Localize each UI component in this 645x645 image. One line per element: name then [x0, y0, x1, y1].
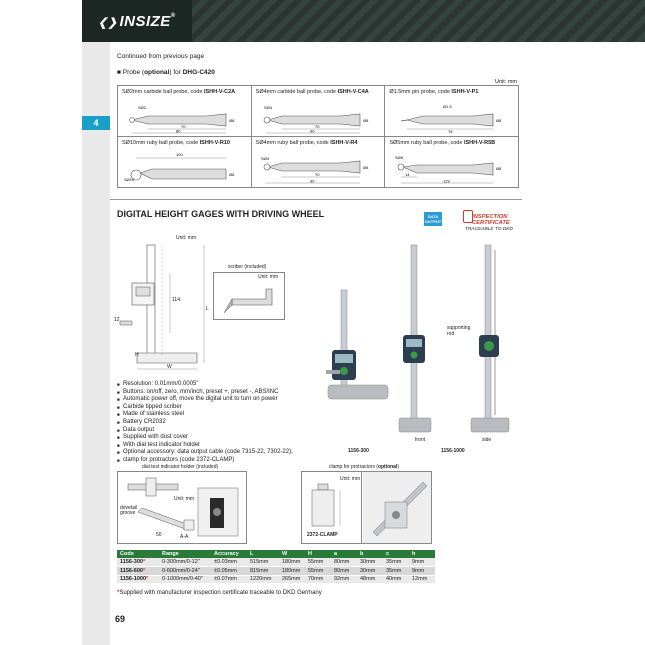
- probe-row-1: [118, 86, 519, 137]
- cell: 40mm: [383, 575, 409, 584]
- probe-intro-optional: optional: [144, 69, 170, 76]
- model-300-label: 1156-300: [348, 448, 369, 454]
- feature-item-continued: ■ clamp for protractors (code 2372-CLAMP): [117, 457, 327, 465]
- cell: 180mm: [279, 558, 305, 567]
- dim-text: 100: [176, 152, 183, 157]
- cert-line-3: TRACEABLE TO DKD: [465, 227, 513, 232]
- probe-drawing: [260, 149, 380, 185]
- probe-code: ISHH-V-R4: [330, 140, 358, 146]
- scriber-unit: Unit: mm: [258, 274, 278, 280]
- inspection-certificate-badge: [463, 210, 523, 236]
- probe-caption: [389, 89, 478, 95]
- dial-holder-box: [117, 471, 247, 544]
- probe-code: ISHH-V-P1: [451, 89, 479, 95]
- logo-registered-mark: ®: [170, 13, 176, 19]
- cell: 1220mm: [247, 575, 279, 584]
- footnote-star: *: [117, 590, 120, 596]
- dim-text: SØ4: [263, 105, 272, 110]
- dim-text: Ø8: [362, 118, 369, 123]
- code-text: 1156-1000: [120, 576, 146, 583]
- footnote-text: Supplied with manufacturer inspection certificate traceable to DKD Germany: [119, 590, 322, 596]
- clamp-drawing-panel: [302, 472, 362, 543]
- feature-item: ■ Optional accessory: data output cable (code 7315-22, 7302-22),: [117, 449, 327, 457]
- dim-l: L: [206, 306, 209, 312]
- cell: 80mm: [331, 567, 357, 576]
- cell: ±0.05mm: [211, 567, 247, 576]
- probe-code: ISHH-V-C2A: [203, 89, 236, 95]
- dovetail-label: dovetail groove: [120, 505, 138, 516]
- dim-text: 70: [314, 172, 320, 177]
- col-l: L: [247, 550, 279, 558]
- dim-text: Ø8: [229, 172, 235, 177]
- cell: 815mm: [247, 567, 279, 576]
- section-divider: [110, 199, 522, 200]
- dim-text: SØ2: [138, 105, 147, 110]
- star-mark: *: [142, 559, 146, 565]
- probe-desc: SØ4mm carbide ball probe, code: [255, 89, 338, 95]
- feature-item: ■ Resolution: 0.01mm/0.0005": [117, 381, 327, 389]
- probe-code: ISHH-V-R10: [199, 140, 230, 146]
- dim-text: 129: [443, 178, 451, 184]
- cell: 515mm: [247, 558, 279, 567]
- cell: 0-300mm/0-12": [159, 558, 211, 567]
- clamp-label: [329, 464, 399, 470]
- cell: 265mm: [279, 575, 305, 584]
- probe-drawing: [126, 149, 246, 185]
- logo-text: INSIZE: [119, 13, 171, 30]
- probe-caption: [122, 140, 230, 146]
- probe-cell: [252, 86, 386, 137]
- scriber-box: [213, 272, 285, 320]
- probe-table: [117, 85, 519, 188]
- feature-list: [117, 381, 327, 465]
- cell: 92mm: [331, 575, 357, 584]
- clamp-code: 2372-CLAMP: [307, 532, 338, 538]
- col-b: b: [357, 550, 383, 558]
- continued-text: Continued from previous page: [117, 53, 205, 60]
- col-a: a: [331, 550, 357, 558]
- dim-text: Ø8: [362, 165, 369, 170]
- drawing-unit: Unit: mm: [176, 235, 196, 241]
- probe-intro: ■ Probe (optional) for DHG-C420: [117, 69, 215, 76]
- cell: 30mm: [357, 558, 383, 567]
- probe-desc: SØ5mm ruby ball probe, code: [389, 140, 464, 146]
- cell-code: [117, 558, 159, 567]
- footnote: [117, 590, 322, 596]
- probe-cell: [118, 86, 252, 137]
- probe-cell: [385, 86, 519, 137]
- cell: 55mm: [305, 558, 331, 567]
- probe-cell: [118, 137, 252, 188]
- col-w: W: [279, 550, 305, 558]
- cell: 70mm: [305, 575, 331, 584]
- cell: 9mm: [409, 567, 435, 576]
- code-text: 1156-300: [120, 559, 143, 565]
- cert-line-2: CERTIFICATE: [472, 220, 510, 226]
- dim-114: 114: [172, 297, 180, 303]
- section-tab: 4: [82, 116, 110, 130]
- col-accuracy: Accuracy: [211, 550, 247, 558]
- feature-item: ■ With dial test indicator holder: [117, 442, 327, 450]
- cell: 55mm: [305, 567, 331, 576]
- clamp-label-text: clamp for protractors (: [329, 464, 378, 470]
- product-photo-front: [395, 240, 435, 440]
- cell: 9mm: [409, 558, 435, 567]
- dim-aa: A-A: [180, 534, 189, 540]
- unit-label: Unit: mm: [495, 79, 517, 85]
- cell: 12mm: [409, 575, 435, 584]
- feature-item: ■ Data output: [117, 427, 327, 435]
- left-sidebar: [82, 0, 110, 645]
- probe-intro-model: DHG-C420: [182, 69, 215, 76]
- cell: ±0.03mm: [211, 558, 247, 567]
- dim-text: 14: [405, 172, 410, 177]
- cell-code: [117, 567, 159, 576]
- cell: 35mm: [383, 567, 409, 576]
- cell: 35mm: [383, 558, 409, 567]
- probe-desc: SØ4mm ruby ball probe, code: [255, 140, 331, 146]
- page-header: [82, 0, 645, 42]
- dim-text: Ø8: [496, 166, 502, 171]
- cell-code: [117, 575, 159, 584]
- cell: 0-1000mm/0-40": [159, 575, 211, 584]
- cell: 0-600mm/0-24": [159, 567, 211, 576]
- col-c: c: [383, 550, 409, 558]
- clamp-photo: [363, 472, 431, 543]
- probe-intro-mid: ) for: [169, 69, 183, 76]
- probe-drawing: [393, 149, 513, 185]
- clamp-label-optional: optional: [377, 464, 398, 470]
- probe-desc: SØ10mm ruby ball probe, code: [122, 140, 200, 146]
- probe-row-2: [118, 137, 519, 188]
- side-label: side: [482, 437, 492, 443]
- col-range: Range: [159, 550, 211, 558]
- dim-text: 70: [181, 124, 186, 129]
- probe-caption: [256, 89, 369, 95]
- dim-text: 90: [309, 178, 315, 184]
- table-row: [117, 558, 435, 567]
- product-photo-side: [465, 240, 515, 440]
- feature-item: ■ Made of stainless steel: [117, 411, 327, 419]
- col-h: H: [305, 550, 331, 558]
- feature-item: ■ Buttons: on/off, zero, mm/inch, preset +, preset -, ABS/INC: [117, 389, 327, 397]
- page-number: 69: [115, 614, 126, 624]
- clamp-box: [301, 471, 432, 544]
- cert-line-1: INSPECTION: [472, 214, 508, 220]
- dial-unit: Unit: mm: [174, 496, 194, 502]
- table-row: [117, 575, 435, 584]
- badge-line: DATA: [427, 214, 439, 219]
- spec-table: [117, 550, 435, 584]
- badge-line: OUTPUT: [424, 219, 442, 224]
- supporting-rod-label: supporting rod: [447, 325, 471, 337]
- dim-text: 70: [314, 124, 320, 129]
- height-gage-drawing: [112, 233, 212, 378]
- cell: ±0.07mm: [211, 575, 247, 584]
- dim-h: H: [135, 352, 139, 358]
- col-h2: h: [409, 550, 435, 558]
- probe-drawing: [260, 98, 380, 134]
- dim-text: 90: [309, 128, 315, 134]
- star-mark: *: [142, 567, 146, 574]
- logo-arrow-icon: ❮❯: [98, 17, 118, 29]
- probe-desc: Ø1.5mm pin probe, code: [389, 89, 452, 95]
- probe-drawing: [126, 98, 246, 134]
- dim-50: 50: [156, 532, 162, 538]
- code-text: 1156-600: [120, 567, 143, 574]
- dim-text: 78: [448, 129, 453, 134]
- table-row: [117, 567, 435, 576]
- section-title: DIGITAL HEIGHT GAGES WITH DRIVING WHEEL: [117, 209, 325, 219]
- dim-text: SØ10: [124, 177, 135, 182]
- probe-drawing: [393, 98, 513, 134]
- data-output-badge: [424, 212, 442, 226]
- clamp-unit: Unit: mm: [340, 476, 360, 482]
- cell: 180mm: [279, 567, 305, 576]
- probe-caption: [389, 140, 495, 146]
- feature-item: ■ Supplied with dust cover: [117, 434, 327, 442]
- cell: 30mm: [357, 567, 383, 576]
- star-mark: *: [146, 576, 149, 583]
- cell: 48mm: [357, 575, 383, 584]
- dim-text: SØ4: [260, 156, 269, 161]
- probe-desc: SØ2mm carbide ball probe, code: [122, 89, 204, 95]
- probe-code: ISHH-V-R5B: [463, 140, 496, 146]
- brand-logo: [98, 13, 176, 30]
- dim-text: Ø1.5: [443, 104, 453, 109]
- probe-caption: [122, 89, 235, 95]
- logo-box: [82, 0, 192, 42]
- dim-text: Ø8: [496, 118, 502, 123]
- dim-w: W: [167, 364, 172, 370]
- probe-cell: [385, 137, 519, 188]
- probe-caption: [256, 140, 358, 146]
- col-code: Code: [117, 550, 159, 558]
- dim-text: Ø8: [229, 118, 235, 123]
- dim-12: 12: [114, 317, 120, 323]
- probe-cell: [252, 137, 386, 188]
- dim-text: 80: [176, 128, 181, 134]
- probe-code: ISHH-V-C4A: [337, 89, 369, 95]
- dim-text: SØ5: [395, 155, 404, 160]
- cell: 80mm: [331, 558, 357, 567]
- feature-item: ■ Automatic power off, move the digital unit to turn on power: [117, 396, 327, 404]
- scriber-label: scriber (included): [228, 264, 267, 270]
- feature-item: ■ Battery CR2032: [117, 419, 327, 427]
- feature-item: ■ Carbide tipped scriber: [117, 404, 327, 412]
- probe-intro-prefix: Probe (: [122, 69, 145, 76]
- dial-holder-label: dial test indicator holder (included): [142, 464, 219, 470]
- clamp-label-end: ): [397, 464, 400, 470]
- front-label: front: [415, 437, 426, 443]
- model-1000-label: 1156-1000: [441, 448, 465, 454]
- spec-table-header: [117, 550, 435, 558]
